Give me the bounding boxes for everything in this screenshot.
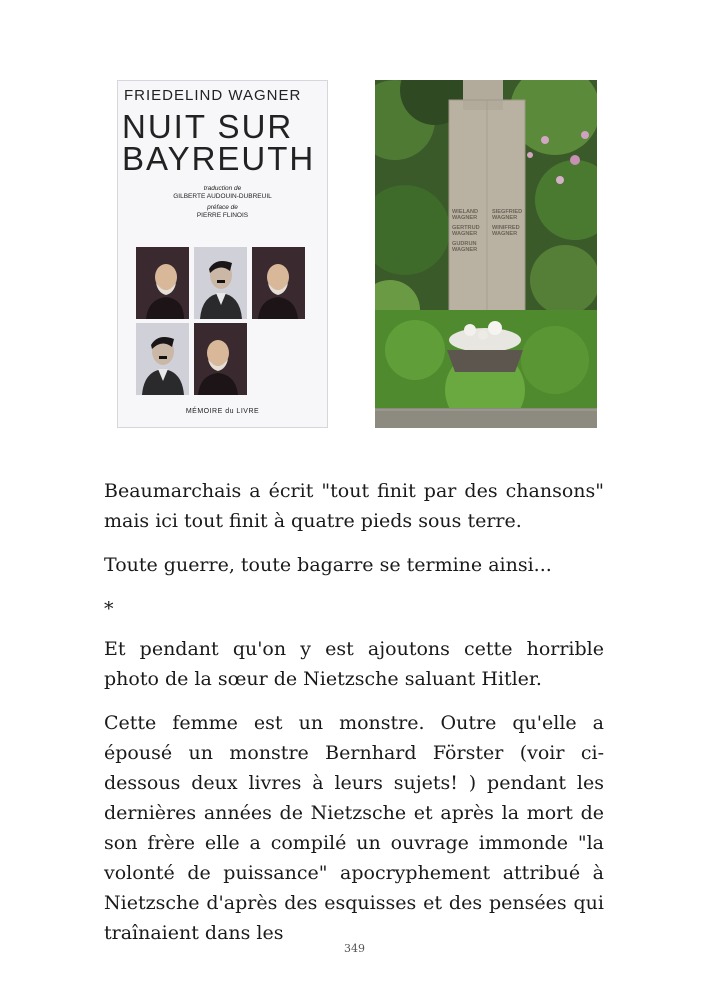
cover-author: FRIEDELIND WAGNER xyxy=(124,87,302,104)
section-separator: * xyxy=(104,598,114,620)
cover-collection: MÉMOIRE du LIVRE xyxy=(185,408,260,415)
cover-title xyxy=(122,108,316,177)
portrait-wagner-2 xyxy=(252,247,305,319)
cover-translation-label: traduction de xyxy=(203,185,242,192)
cover-preface-author: PIERRE FLINOIS xyxy=(196,212,249,219)
page-number: 349 xyxy=(344,942,365,955)
portrait-wagner-3 xyxy=(194,323,247,395)
paragraph: Beaumarchais a écrit "tout finit par des chansons" mais ici tout finit à quatre pieds sous terre. xyxy=(104,480,604,532)
grave-names-right: SIEGFRIED WAGNER WINIFRED WAGNER xyxy=(492,209,523,238)
paragraph: Cette femme est un monstre. Outre qu'elle a épousé un monstre Bernhard Förster (voir ci-dessous deux livres à leurs sujets! ) pendant les dernières années de Nietzsche et après la mort de son frère elle a compilé un ouvrage immonde "la volonté de puissance" apocryphement attribué à Nietzsche d'après des esquisses et des pensées qui traînaient dans les xyxy=(104,712,604,944)
cover-title-line-2: BAYREUTH xyxy=(122,140,316,177)
portrait-hitler-2 xyxy=(136,323,189,395)
portrait-hitler-1 xyxy=(194,247,247,319)
cover-preface-label: préface de xyxy=(207,204,238,211)
cover-title-line-1: NUIT SUR xyxy=(122,108,294,145)
paragraph: Et pendant qu'on y est ajoutons cette horrible photo de la sœur de Nietzsche saluant Hitler. xyxy=(104,638,604,690)
cover-translator: GILBERTE AUDOUIN-DUBREUIL xyxy=(173,193,272,200)
grave-photo xyxy=(375,80,597,428)
grave-names-left: WIELAND WAGNER GERTRUD WAGNER GUDRUN WAGNER xyxy=(452,209,480,254)
portrait-wagner-1 xyxy=(136,247,189,319)
paragraph: Toute guerre, toute bagarre se termine ainsi... xyxy=(104,554,552,576)
book-cover-image xyxy=(117,80,328,428)
body-text xyxy=(104,476,604,962)
